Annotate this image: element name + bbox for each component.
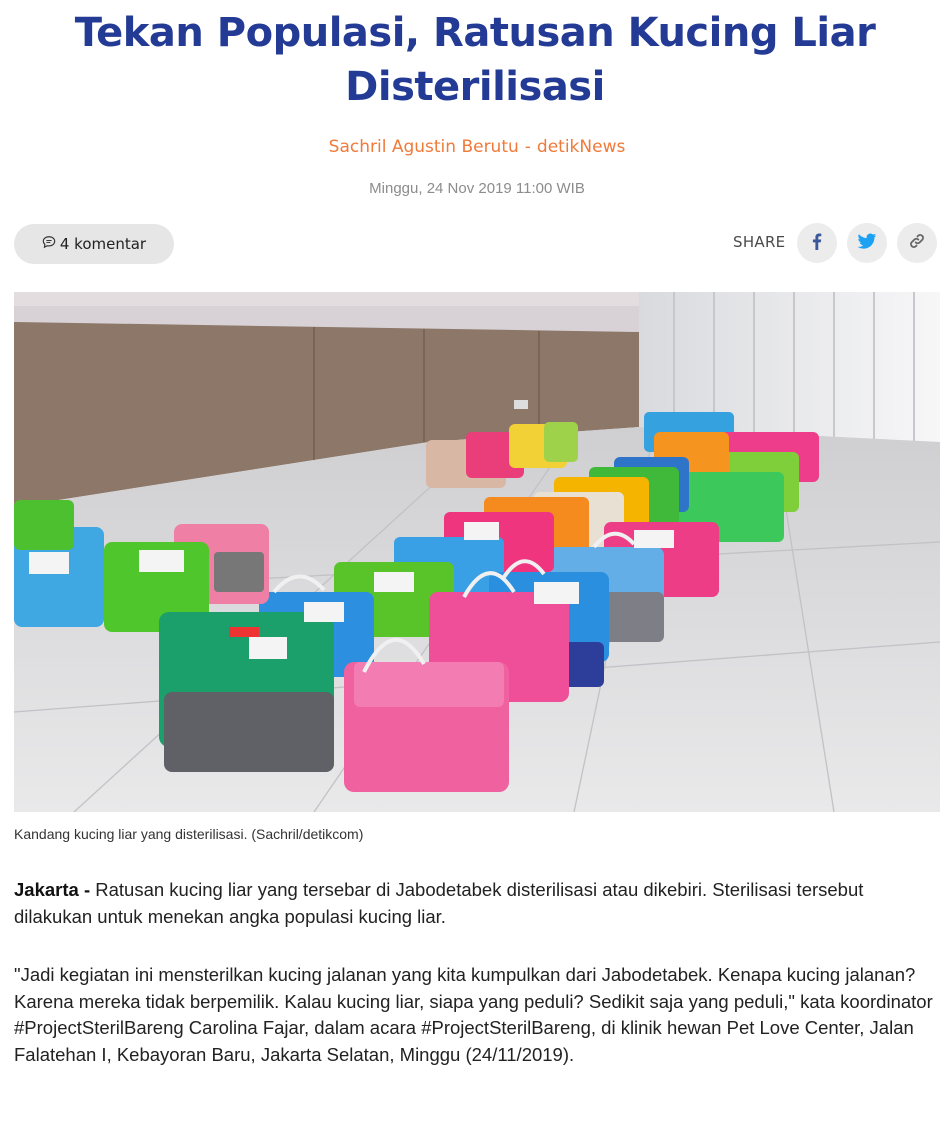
comment-count-label: 4 komentar: [59, 235, 147, 253]
share-label: SHARE: [733, 233, 786, 251]
body-paragraph-2: "Jadi kegiatan ini mensterilkan kucing jalanan yang kita kumpulkan dari Jabodetabek. Kenapa kucing jalanan? Karena mereka tidak berpemilik. Kalau kucing liar, siapa yang peduli? Sedikit saja yang peduli," kata koordinator #ProjectSterilBareng Carolina Fajar, dalam acara #ProjectSterilBareng, di klinik hewan Pet Love Center, Jalan Falatehan I, Kebayoran Baru, Jakarta Selatan, Minggu (24/11/2019).: [14, 964, 933, 1065]
body-paragraph-1-text: Ratusan kucing liar yang tersebar di Jabodetabek disterilisasi atau dikebiri. Sterilisasi tersebut dilakukan untuk menekan angka populasi kucing liar.: [14, 879, 864, 927]
comment-button[interactable]: [14, 224, 174, 264]
body-paragraph-1: [14, 877, 940, 930]
dateline: Jakarta -: [14, 879, 91, 900]
share-facebook-button[interactable]: [797, 223, 837, 263]
facebook-icon: [807, 231, 827, 256]
twitter-icon: [856, 230, 878, 257]
copy-link-button[interactable]: [897, 223, 937, 263]
byline-separator: -: [524, 137, 531, 157]
publish-date: Minggu, 24 Nov 2019 11:00 WIB: [369, 180, 585, 197]
author-link[interactable]: Sachril Agustin Berutu: [328, 137, 519, 157]
byline: [0, 137, 950, 157]
article-title: Tekan Populasi, Ratusan Kucing Liar Disterilisasi: [74, 10, 876, 110]
share-twitter-button[interactable]: [847, 223, 887, 263]
source-name[interactable]: detikNews: [536, 137, 626, 157]
article-photo: [14, 292, 940, 812]
comment-icon: [42, 235, 56, 253]
photo-caption: Kandang kucing liar yang disterilisasi. (Sachril/detikcom): [14, 826, 364, 842]
link-icon: [908, 232, 926, 255]
